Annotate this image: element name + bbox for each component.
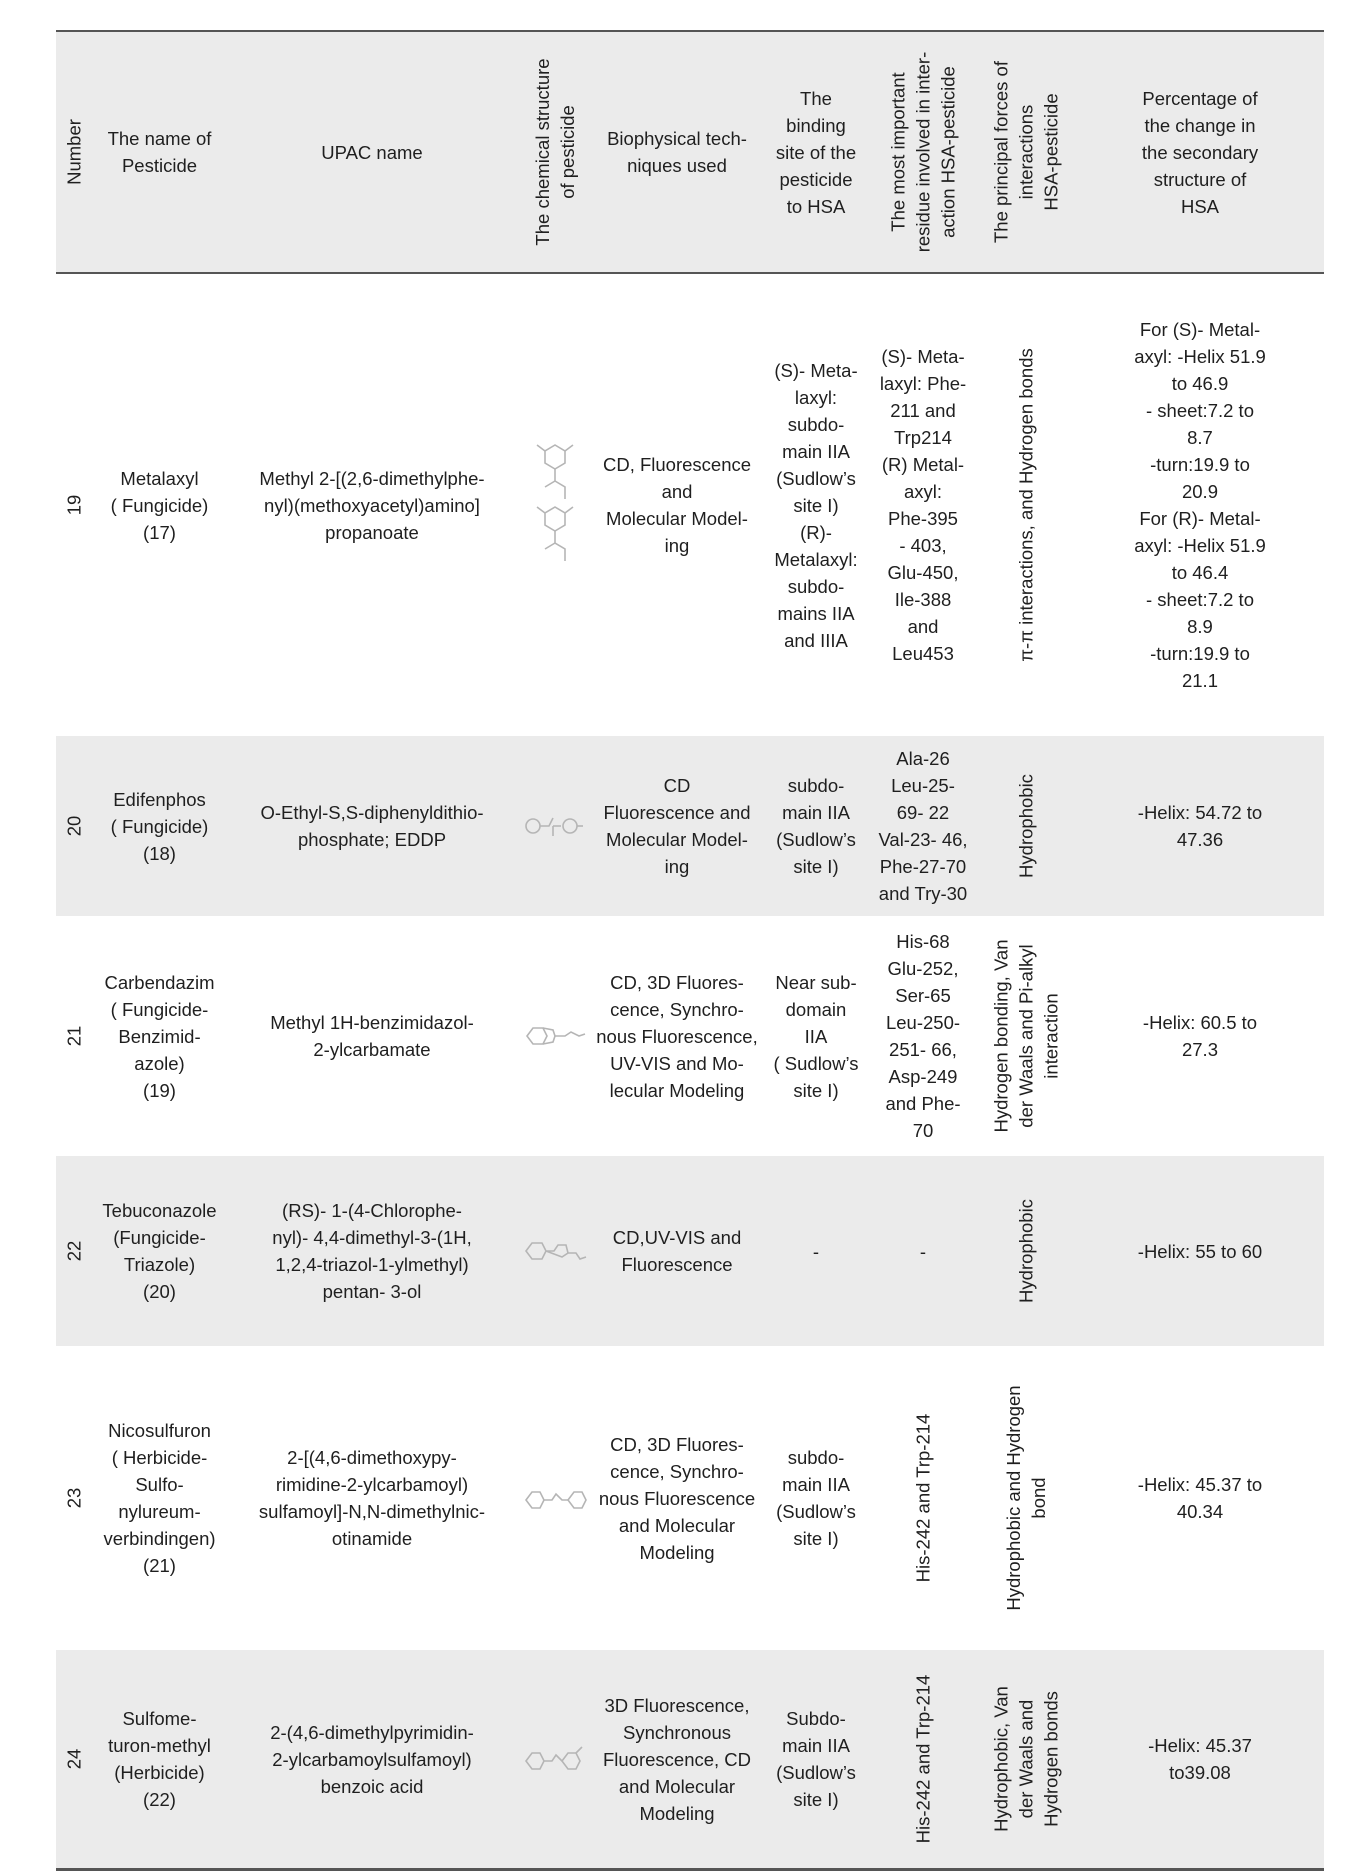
forces-cell	[976, 736, 1076, 916]
forces-cell	[976, 1156, 1076, 1346]
key-residues: (S)- Meta- laxyl: Phe- 211 and Trp214 (R) Metal- axyl: Phe-395 - 403, Glu-450, Ile-388 and Leu453	[879, 346, 967, 664]
metalaxyl-structure-icon	[521, 430, 588, 580]
key-residues: His-242 and Trp-214	[912, 1674, 934, 1844]
row-number-cell	[56, 1346, 92, 1650]
row-number: 20	[63, 815, 85, 837]
header-structure: The chemical structure of pesticide	[531, 58, 578, 246]
binding-site: -	[812, 1240, 820, 1262]
row-number: 23	[63, 1487, 85, 1509]
key-residues: -	[919, 1240, 927, 1262]
binding-site: (S)- Meta- laxyl: subdo- main IIA (Sudlow’s site I) (R)- Metalaxyl: subdo- mains IIA and IIIA	[774, 359, 858, 651]
secondary-structure-change: -Helix: 45.37 to39.08	[1148, 1735, 1252, 1783]
interaction-forces: Hydrogen bonding, Van der Waals and Pi-alkyl interaction	[990, 939, 1062, 1133]
key-residues: Ala-26 Leu-25- 69- 22 Val-23- 46, Phe-27-70 and Try-30	[878, 748, 968, 904]
table-row	[56, 1650, 1324, 1868]
header-iupac: UPAC name	[321, 141, 423, 163]
structure-cell	[517, 916, 592, 1156]
tebuconazole-structure-icon	[521, 1176, 588, 1326]
header-residue: The most important residue involved in inter- action HSA-pesticide	[887, 51, 959, 253]
techniques-used: CD,UV-VIS and Fluorescence	[612, 1227, 742, 1275]
residue-cell	[870, 1650, 976, 1868]
interaction-forces: π-π interactions, and Hydrogen bonds	[1015, 348, 1037, 662]
key-residues: His-68 Glu-252, Ser-65 Leu-250- 251- 66, Asp-249 and Phe- 70	[885, 931, 961, 1141]
structure-cell	[517, 1650, 592, 1868]
carbendazim-structure-icon	[521, 961, 588, 1111]
interaction-forces: Hydrophobic	[1015, 774, 1037, 878]
secondary-structure-change: -Helix: 54.72 to 47.36	[1137, 802, 1263, 850]
row-number: 22	[63, 1240, 85, 1262]
header-residue-cell	[870, 32, 976, 272]
forces-cell	[976, 916, 1076, 1156]
row-number: 21	[63, 1025, 85, 1047]
structure-cell	[517, 736, 592, 916]
edifenphos-structure-icon	[521, 751, 588, 901]
row-number-cell	[56, 916, 92, 1156]
secondary-structure-change: -Helix: 55 to 60	[1137, 1240, 1263, 1262]
forces-cell	[976, 1650, 1076, 1868]
binding-site: subdo- main IIA (Sudlow’s site I)	[776, 1447, 856, 1549]
secondary-structure-change: -Helix: 45.37 to 40.34	[1137, 1474, 1263, 1522]
sulfometuron-methyl-structure-icon	[521, 1684, 588, 1834]
secondary-structure-change: -Helix: 60.5 to 27.3	[1142, 1012, 1258, 1060]
header-number: Number	[63, 119, 85, 185]
techniques-used: CD, Fluorescence and Molecular Model- ing	[602, 454, 752, 556]
binding-site: Near sub- domain IIA ( Sudlow’s site I)	[773, 971, 859, 1101]
header-techniques: Biophysical tech- niques used	[607, 128, 747, 176]
structure-cell	[517, 1156, 592, 1346]
table-row	[56, 916, 1324, 1156]
pesticide-name: Metalaxyl ( Fungicide) (17)	[110, 467, 209, 543]
binding-site: Subdo- main IIA (Sudlow’s site I)	[776, 1708, 856, 1810]
header-number-cell	[56, 32, 92, 272]
header-structure-cell	[517, 32, 592, 272]
interaction-forces: Hydrophobic, Van der Waals and Hydrogen bonds	[990, 1686, 1062, 1832]
nicosulfuron-structure-icon	[521, 1423, 588, 1573]
key-residues: His-242 and Trp-214	[912, 1413, 934, 1583]
row-number: 19	[63, 494, 85, 516]
table-row	[56, 1346, 1324, 1650]
binding-site: subdo- main IIA (Sudlow’s site I)	[776, 775, 856, 877]
pesticide-name: Edifenphos ( Fungicide) (18)	[110, 788, 209, 864]
table-header-row	[56, 32, 1324, 272]
row-number-cell	[56, 274, 92, 736]
structure-cell	[517, 274, 592, 736]
forces-cell	[976, 1346, 1076, 1650]
iupac-name: Methyl 2-[(2,6-dimethylphe- nyl)(methoxyacetyl)amino] propanoate	[259, 467, 485, 543]
structure-cell	[517, 1346, 592, 1650]
pesticide-name: Sulfome- turon-methyl (Herbicide) (22)	[108, 1708, 211, 1810]
iupac-name: O-Ethyl-S,S-diphenyldithio- phosphate; EDDP	[260, 802, 484, 850]
secondary-structure-change: For (S)- Metal- axyl: -Helix 51.9 to 46.9 - sheet:7.2 to 8.7 -turn:19.9 to 20.9 For (R)- Metal- axyl: -Helix 51.9 to 46.4 - sheet:7.2 to 8.9 -turn:19.9 to 21.1	[1134, 319, 1266, 691]
iupac-name: (RS)- 1-(4-Chlorophe- nyl)- 4,4-dimethyl-3-(1H, 1,2,4-triazol-1-ylmethyl) pentan- 3-ol	[272, 1200, 472, 1302]
interaction-forces: Hydrophobic	[1015, 1199, 1037, 1303]
header-site: The binding site of the pesticide to HSA	[775, 87, 857, 217]
iupac-name: Methyl 1H-benzimidazol- 2-ylcarbamate	[270, 1012, 474, 1060]
table-row	[56, 736, 1324, 916]
table-row	[56, 274, 1324, 736]
iupac-name: 2-[(4,6-dimethoxypy- rimidine-2-ylcarbamoyl) sulfamoyl]-N,N-dimethylnic- otinamide	[258, 1447, 486, 1549]
header-change: Percentage of the change in the secondary structure of HSA	[1141, 87, 1259, 217]
interaction-forces: Hydrophobic and Hydrogen bond	[1003, 1385, 1049, 1611]
techniques-used: CD Fluorescence and Molecular Model- ing	[603, 775, 751, 877]
row-number-cell	[56, 736, 92, 916]
pesticide-name: Tebuconazole (Fungicide- Triazole) (20)	[102, 1200, 217, 1302]
techniques-used: CD, 3D Fluores- cence, Synchro- nous Fluorescence and Molecular Modeling	[598, 1433, 756, 1563]
techniques-used: CD, 3D Fluores- cence, Synchro- nous Fluorescence, UV-VIS and Mo- lecular Modeling	[596, 971, 758, 1101]
forces-cell	[976, 274, 1076, 736]
techniques-used: 3D Fluorescence, Synchronous Fluorescence, CD and Molecular Modeling	[602, 1694, 752, 1824]
header-forces-cell	[976, 32, 1076, 272]
row-number: 24	[63, 1748, 85, 1770]
row-number-cell	[56, 1156, 92, 1346]
table-bottom-rule	[56, 1868, 1324, 1871]
header-forces: The principal forces of interactions HSA-pesticide	[990, 61, 1062, 244]
iupac-name: 2-(4,6-dimethylpyrimidin- 2-ylcarbamoylsulfamoyl) benzoic acid	[270, 1721, 474, 1797]
residue-cell	[870, 1346, 976, 1650]
table-row	[56, 1156, 1324, 1346]
header-name: The name of Pesticide	[107, 128, 212, 176]
row-number-cell	[56, 1650, 92, 1868]
pesticide-name: Carbendazim ( Fungicide- Benzimid- azole) (19)	[104, 971, 215, 1101]
pesticide-name: Nicosulfuron ( Herbicide- Sulfo- nylureum- verbindingen) (21)	[103, 1420, 216, 1576]
